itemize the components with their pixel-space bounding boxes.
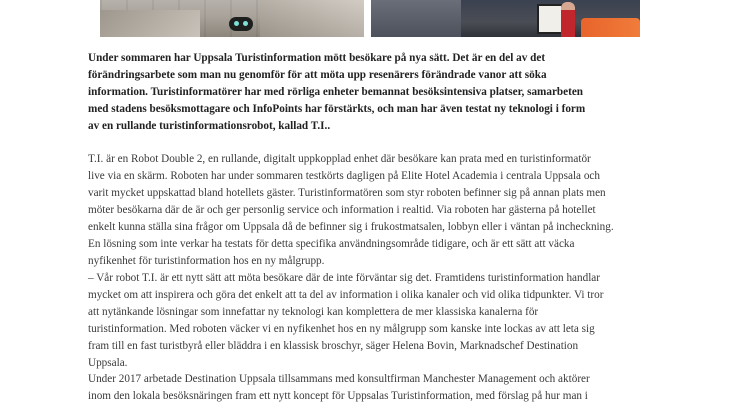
body-line: möter besökarna där de är och ger personlig service och information i realtid. Via roboten har gästerna på hotellet: [88, 204, 596, 216]
body-line: – Vår robot T.I. är ett nytt sätt att möta besökare där de inte förväntar sig det. Framtidens turistinformation handlar: [88, 272, 600, 284]
body-line: inom den lokala besöksnäringen fram ett nytt koncept för Uppsalas Turistinformation, med förslag på hur man i: [88, 390, 588, 402]
lead-line: information. Turistinformatörer har med rörliga enheter bemannat besöksintensiva platser, samarbeten: [88, 86, 584, 98]
body-line: T.I. är en Robot Double 2, en rullande, digitalt uppkopplad enhet där besökare kan prata med en turistinformatör: [88, 153, 591, 165]
body-line: Uppsala.: [88, 357, 128, 369]
person-figure: [561, 2, 575, 37]
body-paragraph-robot: [88, 151, 668, 270]
body-line: mycket om att inspirera och göra det enkelt att ta del av information i olika kanaler och vid olika tidpunkter. Vi tror: [88, 289, 604, 301]
robot-lobby-photo: [100, 0, 364, 37]
body-paragraph-quote: [88, 270, 668, 372]
robot-base: [229, 17, 253, 31]
body-line: varit mycket uppskattad bland hotellets gäster. Turistinformatören som styr roboten befinner sig på annan plats men: [88, 187, 606, 199]
lead-paragraph: [88, 50, 668, 135]
body-line: att nytänkande lösningar som innefattar ny teknologi kan komplettera de mer klassiska kanalerna för: [88, 306, 539, 318]
body-line: turistinformation. Med roboten väcker vi en nyfikenhet hos en ny målgrupp som kanske inte lockas av att leta sig: [88, 323, 595, 335]
body-line: live via en skärm. Roboten har under sommaren testkörts dagligen på Elite Hotel Academia i centrala Uppsala och: [88, 170, 600, 182]
robot-screen: [537, 4, 563, 34]
hotel-lobby-photo: [371, 0, 640, 37]
lobby-wall: [371, 0, 461, 37]
lead-line: av en rullande turistinformationsrobot, kallad T.I..: [88, 120, 331, 132]
body-line: nyfikenhet för turistinformation hos en ny målgrupp.: [88, 255, 325, 267]
floor-tile: [260, 0, 364, 37]
floor-tile: [100, 10, 200, 37]
body-line: enkelt kunna ställa sina frågor om Uppsala då de befinner sig i frukostmatsalen, lobbyn eller i väntan på incheckning.: [88, 221, 614, 233]
body-paragraph-concept: [88, 371, 668, 405]
lead-line: förändringsarbete som man nu genomför för att möta upp resenärers förändrade vanor att söka: [88, 69, 547, 81]
body-line: Under 2017 arbetade Destination Uppsala tillsammans med konsultfirman Manchester Management och aktörer: [88, 373, 590, 385]
orange-chair: [581, 18, 640, 37]
lead-line: Under sommaren har Uppsala Turistinformation mött besökare på nya sätt. Det är en del av det: [88, 52, 546, 64]
body-line: En lösning som inte verkar ha testats för detta specifika användningsområde tidigare, och är ett sätt att väcka: [88, 238, 575, 250]
body-line: fram till en fast turistbyrå eller bläddra i en klassisk broschyr, säger Helena Bovin, Marknadschef Destination: [88, 340, 579, 352]
lead-line: med stadens besöksmottagare och InfoPoints har förstärkts, och man har även testat ny teknologi i form: [88, 103, 586, 115]
header-photos: [0, 0, 746, 37]
